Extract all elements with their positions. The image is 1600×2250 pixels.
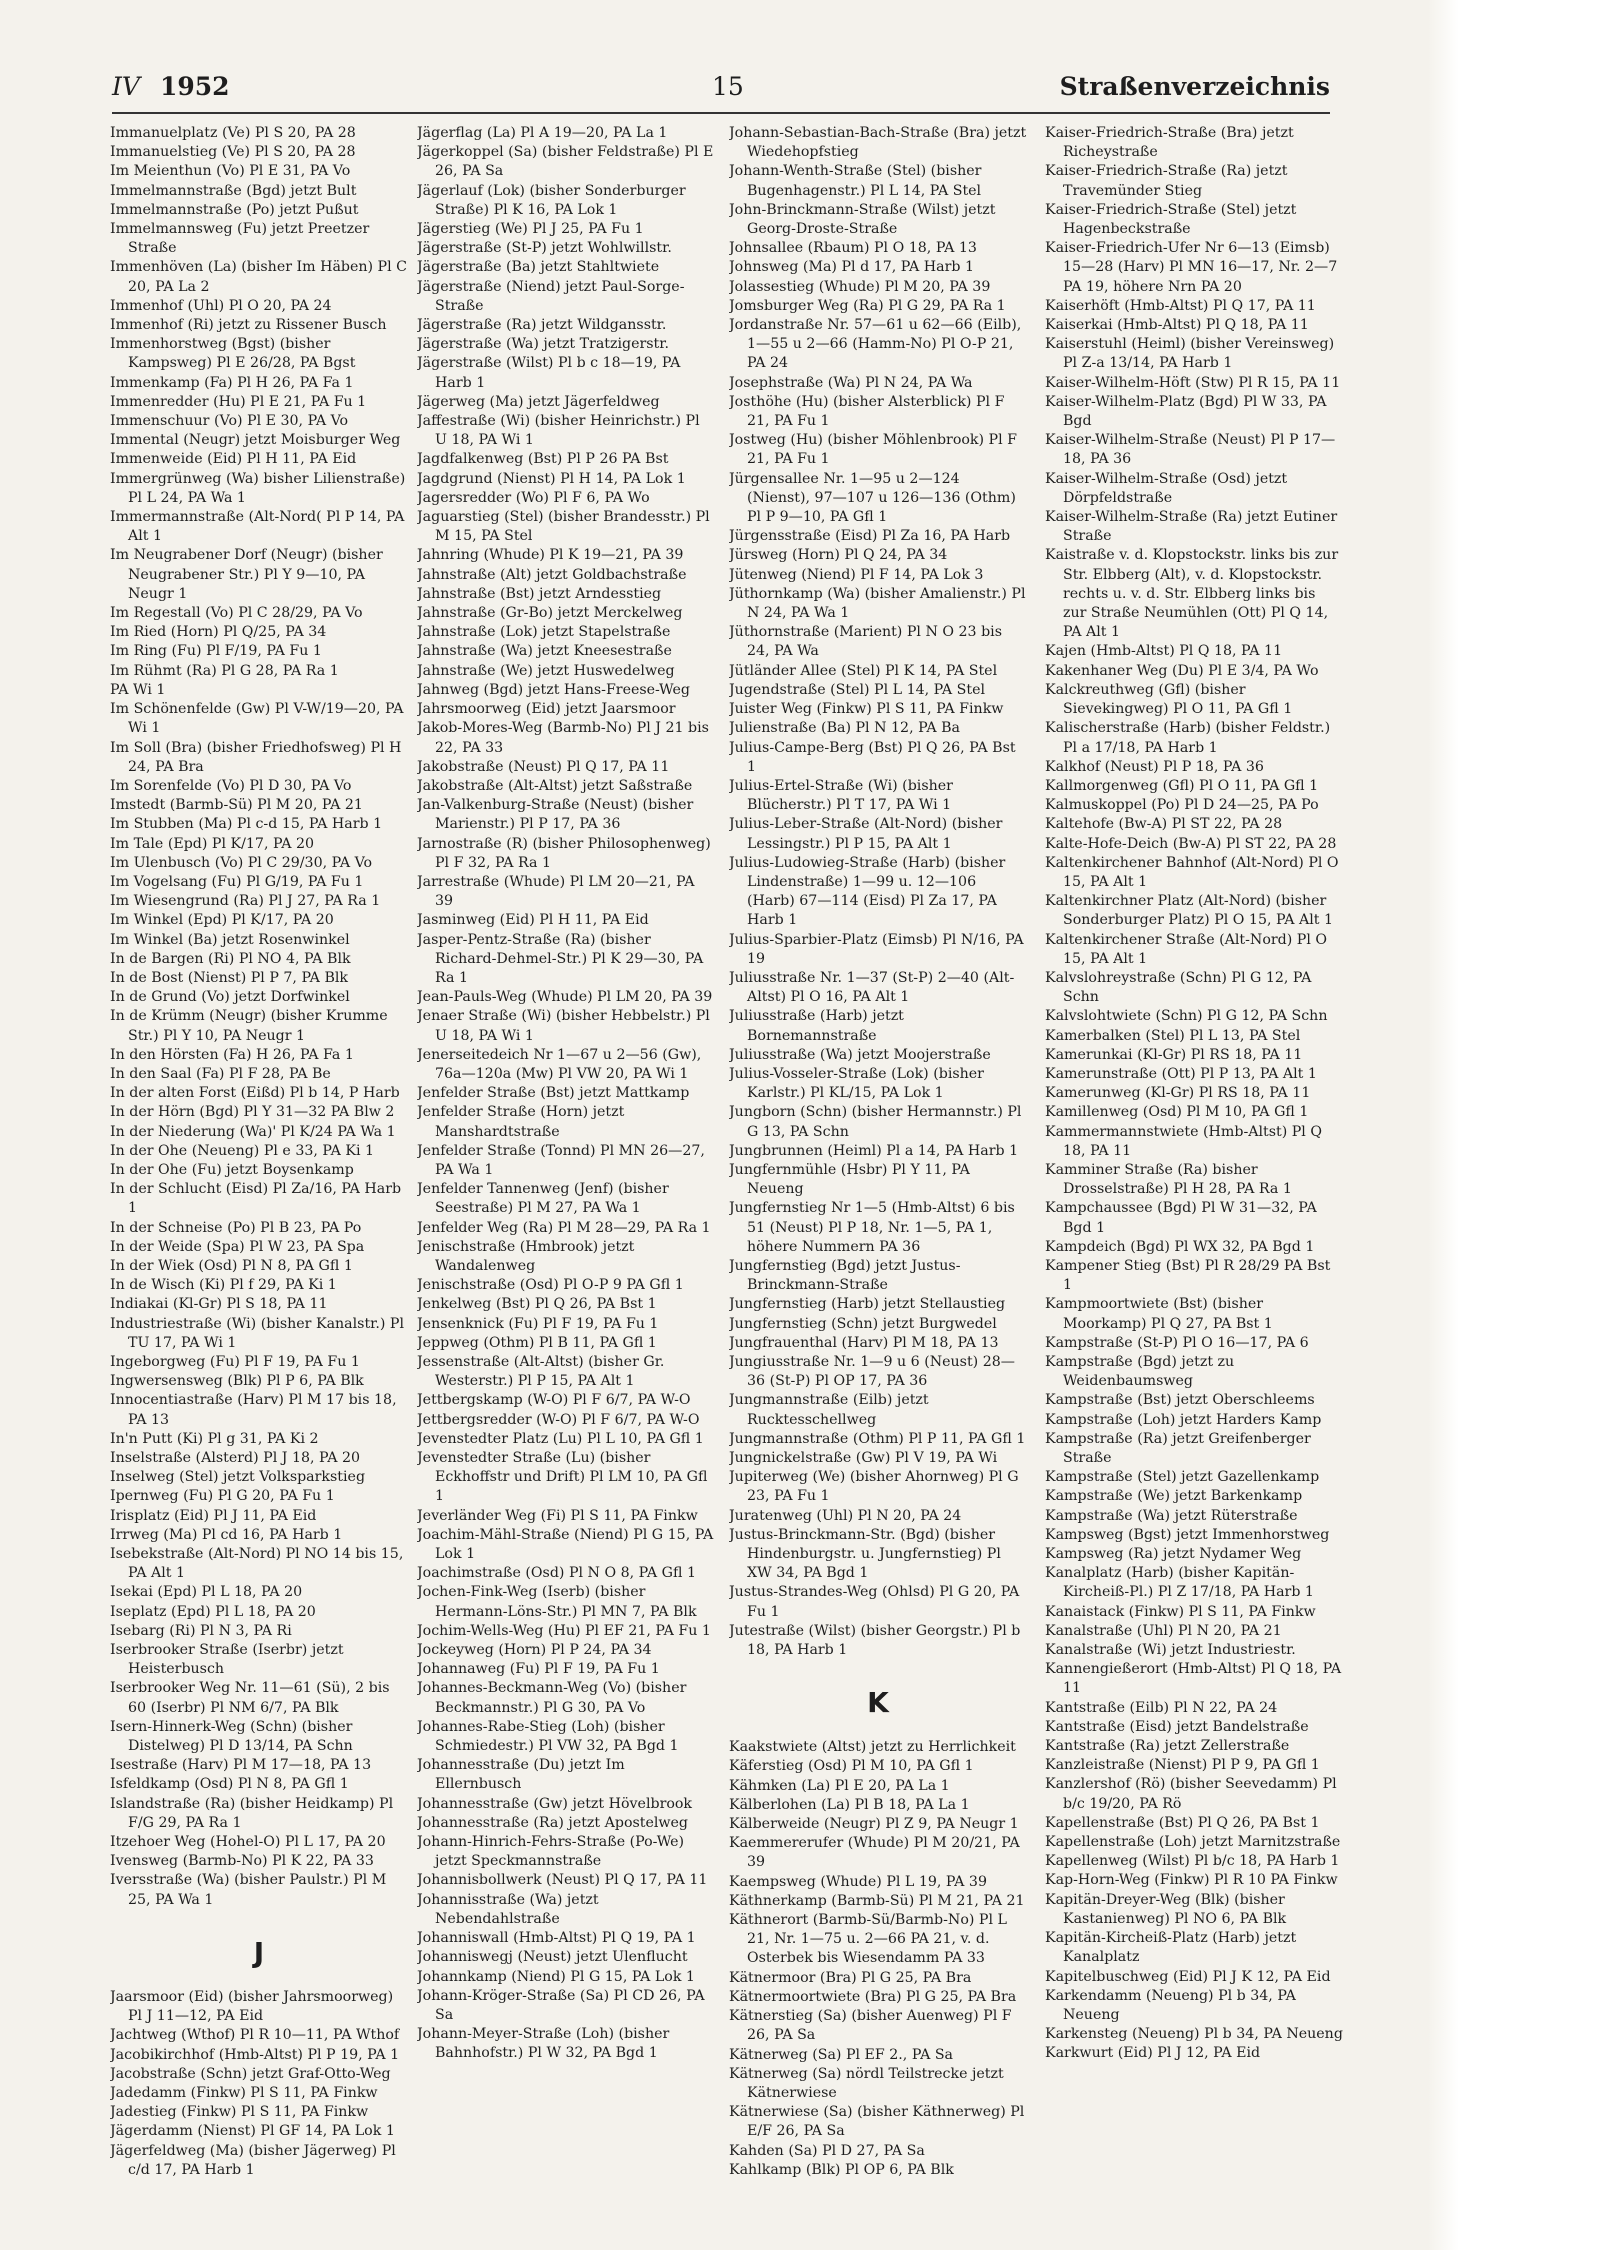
page-title: Straßenverzeichnis xyxy=(1059,72,1330,101)
street-entry: Jarnostraße (R) (bisher Philosophenweg) Pl F 32, PA Ra 1 xyxy=(417,835,711,871)
street-entry: Jägerstraße (Wa) jetzt Tratzigerstr. xyxy=(417,336,669,353)
street-entry: Kälberlohen (La) Pl B 18, PA La 1 xyxy=(729,1796,970,1813)
street-entry: Kamerunstraße (Ott) Pl P 13, PA Alt 1 xyxy=(1045,1065,1317,1082)
street-entry: Julius-Ludowieg-Straße (Harb) (bisher Lindenstraße) 1—99 u. 12—106 (Harb) 67—114 (Eisd) Pl Za 17, PA Harb 1 xyxy=(729,854,1006,929)
page-number: 15 xyxy=(712,72,744,101)
street-entry: Jeppweg (Othm) Pl B 11, PA Gfl 1 xyxy=(417,1334,657,1351)
street-entry: Jockeyweg (Horn) Pl P 24, PA 34 xyxy=(417,1642,652,1659)
street-entry: Jarrestraße (Whude) Pl LM 20—21, PA 39 xyxy=(417,873,695,910)
street-entry: Jungfernmühle (Hsbr) Pl Y 11, PA Neueng xyxy=(729,1161,970,1198)
street-entry: Kalckreuthweg (Gfl) (bisher Sievekingweg) Pl O 11, PA Gfl 1 xyxy=(1045,681,1293,718)
street-entry: Jenfelder Tannenweg (Jenf) (bisher Seestraße) Pl M 27, PA Wa 1 xyxy=(417,1181,669,1217)
street-entry: Jochen-Fink-Weg (Iserb) (bisher Hermann-Löns-Str.) Pl MN 7, PA Blk xyxy=(417,1584,697,1620)
street-entry: Im Ulenbusch (Vo) Pl C 29/30, PA Vo xyxy=(110,854,373,871)
street-entry: Jessenstraße (Alt-Altst) (bisher Gr. Westerstr.) Pl P 15, PA Alt 1 xyxy=(417,1354,665,1390)
header-roman: IV xyxy=(112,72,140,101)
street-entry: Johanniswegj (Neust) jetzt Ulenflucht xyxy=(417,1949,688,1966)
street-entry: PA Wi 1 xyxy=(110,681,166,698)
street-entry: Kajen (Hmb-Altst) Pl Q 18, PA 11 xyxy=(1045,643,1283,660)
street-entry: Kätnermoor (Bra) Pl G 25, PA Bra xyxy=(729,1969,972,1986)
street-entry: Kahlkamp (Blk) Pl OP 6, PA Blk xyxy=(729,2161,954,2178)
street-entry: Jungfernstieg (Harb) jetzt Stellaustieg xyxy=(729,1296,1006,1313)
street-entry: Jägerstraße (Ba) jetzt Stahltwiete xyxy=(417,259,660,276)
street-entry: Kanalstraße (Wi) jetzt Industriestr. xyxy=(1045,1642,1296,1659)
street-entry: Johann-Sebastian-Bach-Straße (Bra) jetzt Wiedehopfstieg xyxy=(729,125,1027,161)
street-entry: Kalkhof (Neust) Pl P 18, PA 36 xyxy=(1045,758,1264,775)
street-entry: Julius-Ertel-Straße (Wi) (bisher Blücherstr.) Pl T 17, PA Wi 1 xyxy=(729,777,953,814)
street-entry: Irisplatz (Eid) Pl J 11, PA Eid xyxy=(110,1507,317,1524)
street-entry: Kampstraße (Bgd) jetzt zu Weidenbaumsweg xyxy=(1045,1354,1235,1390)
street-entry: Immergrünweg (Wa) bisher Lilienstraße) Pl L 24, PA Wa 1 xyxy=(110,470,406,506)
street-entry: In de Grund (Vo) jetzt Dorfwinkel xyxy=(110,989,350,1006)
column-4 xyxy=(1045,124,1343,2204)
street-entry: Jenfelder Straße (Bst) jetzt Mattkamp xyxy=(417,1085,690,1102)
street-entry: Immelmannsweg (Fu) jetzt Preetzer Straße xyxy=(110,221,370,257)
street-entry: Isekai (Epd) Pl L 18, PA 20 xyxy=(110,1584,303,1601)
street-entry: Itzehoer Weg (Hohel-O) Pl L 17, PA 20 xyxy=(110,1834,386,1851)
street-entry: In der Weide (Spa) Pl W 23, PA Spa xyxy=(110,1238,365,1255)
column-3 xyxy=(729,124,1027,2204)
street-entry: Jakob-Mores-Weg (Barmb-No) Pl J 21 bis 22, PA 33 xyxy=(417,720,709,756)
street-entry: Juliusstraße (Wa) jetzt Moojerstraße xyxy=(729,1046,991,1063)
street-entry: Jenerseitedeich Nr 1—67 u 2—56 (Gw), 76a—120a (Mw) Pl VW 20, PA Wi 1 xyxy=(417,1046,702,1082)
street-entry: Johannisbollwerk (Neust) Pl Q 17, PA 11 xyxy=(417,1872,708,1889)
street-entry: Kampchaussee (Bgd) Pl W 31—32, PA Bgd 1 xyxy=(1045,1200,1317,1236)
street-entry: In'n Putt (Ki) Pl g 31, PA Ki 2 xyxy=(110,1430,319,1447)
street-entry: Juliusstraße (Harb) jetzt Bornemannstraße xyxy=(729,1008,904,1044)
street-entry: Johann-Wenth-Straße (Stel) (bisher Bugenhagenstr.) Pl L 14, PA Stel xyxy=(729,163,982,199)
street-entry: Im Soll (Bra) (bisher Friedhofsweg) Pl H 24, PA Bra xyxy=(110,739,402,775)
street-entry: Kanalplatz (Harb) (bisher Kapitän-Kircheiß-Pl.) Pl Z 17/18, PA Harb 1 xyxy=(1045,1565,1314,1601)
street-entry: Jostweg (Hu) (bisher Möhlenbrook) Pl F 21, PA Fu 1 xyxy=(729,432,1017,468)
street-entry: Jacobstraße (Schn) jetzt Graf-Otto-Weg xyxy=(110,2065,391,2082)
street-entry: Immenhorstweg (Bgst) (bisher Kampsweg) Pl E 26/28, PA Bgst xyxy=(110,336,356,372)
street-entry: Jagdfalkenweg (Bst) Pl P 26 PA Bst xyxy=(417,451,669,468)
street-entry: Innocentiastraße (Harv) Pl M 17 bis 18, PA 13 xyxy=(110,1392,397,1428)
street-entry: Ingeborgweg (Fu) Pl F 19, PA Fu 1 xyxy=(110,1354,360,1370)
street-entry: Johnsallee (Rbaum) Pl O 18, PA 13 xyxy=(729,240,977,257)
street-entry: Kamillenweg (Osd) Pl M 10, PA Gfl 1 xyxy=(1045,1104,1309,1121)
street-entry: Jürgensallee Nr. 1—95 u 2—124 (Nienst), 97—107 u 126—136 (Othm) Pl P 9—10, PA Gfl 1 xyxy=(729,470,1016,526)
street-entry: Kammermannstwiete (Hmb-Altst) Pl Q 18, PA 11 xyxy=(1045,1123,1322,1159)
street-entry: Kätnermoortwiete (Bra) Pl G 25, PA Bra xyxy=(729,1988,1017,2005)
column-1 xyxy=(110,124,408,2204)
street-entry: Kamerunweg (Kl-Gr) Pl RS 18, PA 11 xyxy=(1045,1085,1311,1102)
header-rule xyxy=(112,112,1330,114)
street-entry: Johann-Hinrich-Fehrs-Straße (Po-We) jetzt Speckmannstraße xyxy=(417,1834,685,1870)
street-entry: Jägerstraße (Wilst) Pl b c 18—19, PA Harb 1 xyxy=(417,355,681,391)
street-entry: In den Hörsten (Fa) H 26, PA Fa 1 xyxy=(110,1046,354,1063)
street-entry: Julius-Vosseler-Straße (Lok) (bisher Karlstr.) Pl KL/15, PA Lok 1 xyxy=(729,1065,984,1102)
street-entry: Jagersredder (Wo) Pl F 6, PA Wo xyxy=(417,489,650,506)
street-entry: Jenischstraße (Hmbrook) jetzt Wandalenweg xyxy=(417,1238,635,1274)
street-entry: Im Winkel (Epd) Pl K/17, PA 20 xyxy=(110,912,334,929)
street-entry: Islandstraße (Ra) (bisher Heidkamp) Pl F/G 29, PA Ra 1 xyxy=(110,1795,394,1831)
street-entry: Julius-Campe-Berg (Bst) Pl Q 26, PA Bst 1 xyxy=(729,739,1016,775)
street-entry: Kamminer Straße (Ra) bisher Drosselstraße) Pl H 28, PA Ra 1 xyxy=(1045,1161,1292,1198)
street-entry: Jutestraße (Wilst) (bisher Georgstr.) Pl b 18, PA Harb 1 xyxy=(729,1622,1021,1659)
street-entry: Kaakstwiete (Altst) jetzt zu Herrlichkeit xyxy=(729,1739,1016,1756)
street-entry: Jochim-Wells-Weg (Hu) Pl EF 21, PA Fu 1 xyxy=(417,1622,711,1639)
street-entry: Inselstraße (Alsterd) Pl J 18, PA 20 xyxy=(110,1450,361,1467)
street-entry: In de Bargen (Ri) Pl NO 4, PA Blk xyxy=(110,950,351,967)
street-entry: Jaffestraße (Wi) (bisher Heinrichstr.) Pl U 18, PA Wi 1 xyxy=(417,413,700,449)
street-entry: Jan-Valkenburg-Straße (Neust) (bisher Marienstr.) Pl P 17, PA 36 xyxy=(417,797,694,833)
street-entry: Juister Weg (Finkw) Pl S 11, PA Finkw xyxy=(729,701,1004,718)
street-entry: Immanuelstieg (Ve) Pl S 20, PA 28 xyxy=(110,144,356,161)
street-entry: Im Sorenfelde (Vo) Pl D 30, PA Vo xyxy=(110,777,352,794)
street-entry: Julius-Sparbier-Platz (Eimsb) Pl N/16, PA 19 xyxy=(729,931,1024,967)
street-entry: Kampstraße (Loh) jetzt Harders Kamp xyxy=(1045,1411,1322,1428)
street-entry: Jürgensstraße (Eisd) Pl Za 16, PA Harb xyxy=(729,528,1011,545)
street-entry: Jütländer Allee (Stel) Pl K 14, PA Stel xyxy=(729,662,998,679)
street-entry: Kätnerwiese (Sa) (bisher Käthnerweg) Pl E/F 26, PA Sa xyxy=(729,2104,1025,2140)
street-entry: Jahnstraße (We) jetzt Huswedelweg xyxy=(417,662,675,679)
street-entry: Ipernweg (Fu) Pl G 20, PA Fu 1 xyxy=(110,1488,335,1505)
street-entry: Juratenweg (Uhl) Pl N 20, PA 24 xyxy=(729,1507,962,1524)
street-entry: Kalte-Hofe-Deich (Bw-A) Pl ST 22, PA 28 xyxy=(1045,835,1337,852)
street-entry: Im Vogelsang (Fu) Pl G/19, PA Fu 1 xyxy=(110,873,364,890)
street-entry: Immanuelplatz (Ve) Pl S 20, PA 28 xyxy=(110,125,356,141)
street-entry: Kapellenstraße (Bst) Pl Q 26, PA Bst 1 xyxy=(1045,1814,1320,1831)
street-entry: Jägerstraße (St-P) jetzt Wohlwillstr. xyxy=(417,240,672,257)
street-entry: Johnsweg (Ma) Pl d 17, PA Harb 1 xyxy=(729,259,974,276)
street-entry: Jungfernstieg Nr 1—5 (Hmb-Altst) 6 bis 51 (Neust) Pl P 18, Nr. 1—5, PA 1, höhere Nummern PA 36 xyxy=(729,1200,1015,1255)
street-entry: Jagdgrund (Nienst) Pl H 14, PA Lok 1 xyxy=(417,470,686,487)
street-entry: Jägerfeldweg (Ma) (bisher Jägerweg) Pl c/d 17, PA Harb 1 xyxy=(110,2142,396,2178)
street-entry: Kampstraße (Ra) jetzt Greifenberger Straße xyxy=(1045,1430,1311,1467)
street-entry: Jupiterweg (We) (bisher Ahornweg) Pl G 23, PA Fu 1 xyxy=(729,1469,1019,1505)
street-entry: Jadedamm (Finkw) Pl S 11, PA Finkw xyxy=(110,2084,378,2101)
street-entry: Immenkamp (Fa) Pl H 26, PA Fa 1 xyxy=(110,374,354,391)
street-entry: Jadestieg (Finkw) Pl S 11, PA Finkw xyxy=(110,2104,369,2121)
street-entry: Jungfrauenthal (Harv) Pl M 18, PA 13 xyxy=(729,1334,999,1351)
street-entry: Jachtweg (Wthof) Pl R 10—11, PA Wthof xyxy=(110,2027,400,2044)
street-entry: Kaltenkirchener Bahnhof (Alt-Nord) Pl O 15, PA Alt 1 xyxy=(1045,854,1339,890)
street-entry: Imstedt (Barmb-Sü) Pl M 20, PA 21 xyxy=(110,797,363,814)
street-entry: Kakenhaner Weg (Du) Pl E 3/4, PA Wo xyxy=(1045,662,1319,679)
street-entry: Jungbrunnen (Heiml) Pl a 14, PA Harb 1 xyxy=(729,1142,1019,1159)
street-entry: Jahnstraße (Alt) jetzt Goldbachstraße xyxy=(417,566,687,583)
street-entry: Im Rühmt (Ra) Pl G 28, PA Ra 1 xyxy=(110,662,339,679)
street-entry: Johannesstraße (Gw) jetzt Hövelbrook xyxy=(417,1795,693,1812)
street-entry: Kantstraße (Eilb) Pl N 22, PA 24 xyxy=(1045,1699,1278,1716)
street-entry: Jägerkoppel (Sa) (bisher Feldstraße) Pl E 26, PA Sa xyxy=(417,144,714,180)
street-entry: Kaiser-Wilhelm-Straße (Ra) jetzt Eutiner Straße xyxy=(1045,509,1338,545)
street-entry: Ivensweg (Barmb-No) Pl K 22, PA 33 xyxy=(110,1853,374,1870)
street-entry: In den Saal (Fa) Pl F 28, PA Be xyxy=(110,1065,331,1082)
column-2 xyxy=(417,124,715,2204)
street-entry: Ingwersensweg (Blk) Pl P 6, PA Blk xyxy=(110,1373,364,1390)
street-entry: Jenkelweg (Bst) Pl Q 26, PA Bst 1 xyxy=(417,1296,657,1313)
street-entry: Immermannstraße (Alt-Nord( Pl P 14, PA Alt 1 xyxy=(110,509,405,545)
street-entry: Josephstraße (Wa) Pl N 24, PA Wa xyxy=(729,374,973,391)
street-entry: Kaltenkirchener Straße (Alt-Nord) Pl O 15, PA Alt 1 xyxy=(1045,931,1327,967)
street-entry: Kampstraße (We) jetzt Barkenkamp xyxy=(1045,1488,1303,1505)
street-entry: Im Regestall (Vo) Pl C 28/29, PA Vo xyxy=(110,605,363,622)
street-entry: Jägerstraße (Ra) jetzt Wildgansstr. xyxy=(417,317,667,334)
street-entry: Kaiserhöft (Hmb-Altst) Pl Q 17, PA 11 xyxy=(1045,297,1316,314)
street-entry: Jasminweg (Eid) Pl H 11, PA Eid xyxy=(417,912,649,929)
street-entry: Jahnstraße (Bst) jetzt Arndesstieg xyxy=(417,585,662,602)
street-entry: Kanalstraße (Uhl) Pl N 20, PA 21 xyxy=(1045,1622,1282,1639)
street-entry: In der Wiek (Osd) Pl N 8, PA Gfl 1 xyxy=(110,1257,353,1274)
street-entry: Immenhof (Uhl) Pl O 20, PA 24 xyxy=(110,297,332,314)
street-entry: Jahnstraße (Lok) jetzt Stapelstraße xyxy=(417,624,671,641)
street-entry: Jugendstraße (Stel) Pl L 14, PA Stel xyxy=(729,681,986,698)
street-entry: Jenfelder Straße (Horn) jetzt Manshardtstraße xyxy=(417,1104,625,1140)
street-entry: Kaiser-Friedrich-Straße (Stel) jetzt Hagenbeckstraße xyxy=(1045,201,1297,238)
street-entry: In der Niederung (Wa)' Pl K/24 PA Wa 1 xyxy=(110,1123,396,1140)
street-entry: Kaiser-Friedrich-Ufer Nr 6—13 (Eimsb) 15—28 (Harv) Pl MN 16—17, Nr. 2—7 PA 19, höhere Nrn PA 20 xyxy=(1045,240,1338,295)
street-entry: Jakobstraße (Neust) Pl Q 17, PA 11 xyxy=(417,758,670,775)
street-entry: Kapitän-Kircheiß-Platz (Harb) jetzt Kanalplatz xyxy=(1045,1930,1297,1966)
street-entry: Isebarg (Ri) Pl N 3, PA Ri xyxy=(110,1622,292,1639)
street-entry: Karkensteg (Neueng) Pl b 34, PA Neueng xyxy=(1045,2026,1343,2043)
page-margin xyxy=(1428,0,1600,2250)
street-entry: Kälberweide (Neugr) Pl Z 9, PA Neugr 1 xyxy=(729,1816,1019,1833)
street-entry: Kampdeich (Bgd) Pl WX 32, PA Bgd 1 xyxy=(1045,1238,1315,1255)
section-letter: J xyxy=(253,1935,265,1969)
street-entry: Kampstraße (Stel) jetzt Gazellenkamp xyxy=(1045,1469,1320,1486)
street-entry: In de Krümm (Neugr) (bisher Krumme Str.) Pl Y 10, PA Neugr 1 xyxy=(110,1008,388,1044)
street-entry: Immenschuur (Vo) Pl E 30, PA Vo xyxy=(110,413,349,430)
street-entry: Iserbrooker Weg Nr. 11—61 (Sü), 2 bis 60 (Iserbr) Pl NM 6/7, PA Blk xyxy=(110,1680,390,1716)
street-entry: Jägerweg (Ma) jetzt Jägerfeldweg xyxy=(417,393,660,410)
street-entry: Julienstraße (Ba) Pl N 12, PA Ba xyxy=(729,720,960,737)
street-entry: Jakobstraße (Alt-Altst) jetzt Saßstraße xyxy=(417,777,693,794)
street-entry: Immenredder (Hu) Pl E 21, PA Fu 1 xyxy=(110,393,367,410)
street-entry: Jägerflag (La) Pl A 19—20, PA La 1 xyxy=(417,125,668,141)
street-entry: Johannesstraße (Ra) jetzt Apostelweg xyxy=(417,1814,689,1831)
street-entry: Juliusstraße Nr. 1—37 (St-P) 2—40 (Alt-Altst) Pl O 16, PA Alt 1 xyxy=(729,969,1015,1006)
street-entry: Im Neugrabener Dorf (Neugr) (bisher Neugrabener Str.) Pl Y 9—10, PA Neugr 1 xyxy=(110,547,383,602)
street-entry: In de Bost (Nienst) Pl P 7, PA Blk xyxy=(110,969,348,986)
section-letter: K xyxy=(867,1686,889,1720)
street-entry: Jägerdamm (Nienst) Pl GF 14, PA Lok 1 xyxy=(110,2123,395,2140)
street-entry: In der Hörn (Bgd) Pl Y 31—32 PA Blw 2 xyxy=(110,1104,395,1121)
street-entry: Kanzlershof (Rö) (bisher Seevedamm) Pl b/c 19/20, PA Rö xyxy=(1045,1776,1337,1812)
street-entry: Jettbergsredder (W-O) Pl F 6/7, PA W-O xyxy=(417,1411,700,1428)
street-entry: Johanniswall (Hmb-Altst) Pl Q 19, PA 1 xyxy=(417,1930,696,1947)
street-entry: Im Stubben (Ma) Pl c-d 15, PA Harb 1 xyxy=(110,816,383,833)
street-entry: Jenaer Straße (Wi) (bisher Hebbelstr.) Pl U 18, PA Wi 1 xyxy=(417,1008,710,1044)
street-entry: Jungmannstraße (Othm) Pl P 11, PA Gfl 1 xyxy=(729,1430,1026,1447)
street-entry: Kalischerstraße (Harb) (bisher Feldstr.) Pl a 17/18, PA Harb 1 xyxy=(1045,720,1331,756)
street-entry: Jacobikirchhof (Hmb-Altst) Pl P 19, PA 1 xyxy=(110,2046,400,2063)
street-entry: In der alten Forst (Eißd) Pl b 14, P Harb xyxy=(110,1085,400,1102)
street-entry: Jaarsmoor (Eid) (bisher Jahrsmoorweg) Pl J 11—12, PA Eid xyxy=(110,1988,394,2025)
page-header xyxy=(112,70,1330,110)
street-entry: Kaiser-Wilhelm-Straße (Osd) jetzt Dörpfeldstraße xyxy=(1045,470,1288,506)
street-entry: Immenhof (Ri) jetzt zu Rissener Busch xyxy=(110,317,387,334)
street-entry: Jenfelder Weg (Ra) Pl M 28—29, PA Ra 1 xyxy=(417,1219,711,1236)
street-entry: Kätnerstieg (Sa) (bisher Auenweg) Pl F 26, PA Sa xyxy=(729,2008,1012,2044)
street-entry: Jungfernstieg (Schn) jetzt Burgwedel xyxy=(729,1315,997,1332)
street-entry: Käthnerkamp (Barmb-Sü) Pl M 21, PA 21 xyxy=(729,1892,1025,1909)
street-entry: Kapitän-Dreyer-Weg (Blk) (bisher Kastanienweg) Pl NO 6, PA Blk xyxy=(1045,1891,1287,1927)
street-entry: Immelmannstraße (Po) jetzt Pußut xyxy=(110,201,359,218)
street-entry: Jungborn (Schn) (bisher Hermannstr.) Pl G 13, PA Schn xyxy=(729,1104,1022,1140)
street-entry: Im Ried (Horn) Pl Q/25, PA 34 xyxy=(110,624,327,641)
street-entry: Im Meienthun (Vo) Pl E 31, PA Vo xyxy=(110,163,351,180)
street-entry: Isern-Hinnerk-Weg (Schn) (bisher Distelweg) Pl D 13/14, PA Schn xyxy=(110,1718,353,1755)
street-entry: Kalvslohtwiete (Schn) Pl G 12, PA Schn xyxy=(1045,1008,1328,1025)
street-entry: Käferstieg (Osd) Pl M 10, PA Gfl 1 xyxy=(729,1758,974,1775)
street-entry: Kaiser-Wilhelm-Platz (Bgd) Pl W 33, PA Bgd xyxy=(1045,393,1327,430)
street-entry: Jungiusstraße Nr. 1—9 u 6 (Neust) 28—36 (St-P) Pl OP 17, PA 36 xyxy=(729,1354,1015,1390)
street-entry: Kaiserkai (Hmb-Altst) Pl Q 18, PA 11 xyxy=(1045,317,1309,334)
street-entry: Kanzleistraße (Nienst) Pl P 9, PA Gfl 1 xyxy=(1045,1757,1320,1774)
street-entry: Kähmken (La) Pl E 20, PA La 1 xyxy=(729,1777,950,1794)
street-entry: Jungmannstraße (Eilb) jetzt Rucktesschellweg xyxy=(729,1392,929,1428)
street-entry: Jütenweg (Niend) Pl F 14, PA Lok 3 xyxy=(729,566,984,583)
street-entry: Jüthornstraße (Marient) Pl N O 23 bis 24, PA Wa xyxy=(729,624,1002,660)
street-entry: Kannengießerort (Hmb-Altst) Pl Q 18, PA 11 xyxy=(1045,1661,1342,1697)
street-entry: Kallmorgenweg (Gfl) Pl O 11, PA Gfl 1 xyxy=(1045,777,1319,794)
street-entry: Iseplatz (Epd) Pl L 18, PA 20 xyxy=(110,1603,316,1620)
street-entry: Kalvslohreystraße (Schn) Pl G 12, PA Schn xyxy=(1045,969,1312,1006)
street-entry: Jägerstraße (Niend) jetzt Paul-Sorge-Straße xyxy=(417,278,685,314)
street-entry: Jahrsmoorweg (Eid) jetzt Jaarsmoor xyxy=(417,701,676,718)
street-entry: Kampener Stieg (Bst) Pl R 28/29 PA Bst 1 xyxy=(1045,1257,1331,1294)
street-entry: Kapellenweg (Wilst) Pl b/c 18, PA Harb 1 xyxy=(1045,1853,1340,1870)
header-edition xyxy=(112,72,230,101)
street-entry: Kapellenstraße (Loh) jetzt Marnitzstraße xyxy=(1045,1834,1341,1851)
header-year: 1952 xyxy=(159,72,230,101)
street-entry: Jahnweg (Bgd) jetzt Hans-Freese-Weg xyxy=(417,681,690,698)
street-entry: Kamerunkai (Kl-Gr) Pl RS 18, PA 11 xyxy=(1045,1046,1303,1063)
street-entry: Johannkamp (Niend) Pl G 15, PA Lok 1 xyxy=(417,1968,695,1985)
street-entry: Iversstraße (Wa) (bisher Paulstr.) Pl M 25, PA Wa 1 xyxy=(110,1872,387,1908)
street-entry: Kampstraße (Wa) jetzt Rüterstraße xyxy=(1045,1507,1298,1524)
street-entry: Kaiser-Friedrich-Straße (Bra) jetzt Richeystraße xyxy=(1045,125,1294,161)
street-entry: Kaltenkirchner Platz (Alt-Nord) (bisher Sonderburger Platz) Pl O 15, PA Alt 1 xyxy=(1045,893,1334,929)
street-entry: Indiakai (Kl-Gr) Pl S 18, PA 11 xyxy=(110,1296,328,1313)
street-entry: Isestraße (Harv) Pl M 17—18, PA 13 xyxy=(110,1757,372,1774)
street-entry: Im Schönenfelde (Gw) Pl V-W/19—20, PA Wi 1 xyxy=(110,701,404,737)
street-entry: Johannaweg (Fu) Pl F 19, PA Fu 1 xyxy=(417,1661,660,1678)
street-entry: Kaiser-Wilhelm-Straße (Neust) Pl P 17—18, PA 36 xyxy=(1045,432,1336,468)
street-entry: Jürsweg (Horn) Pl Q 24, PA 34 xyxy=(729,547,948,564)
street-entry: Jeverländer Weg (Fi) Pl S 11, PA Finkw xyxy=(417,1507,698,1524)
street-entry: In der Ohe (Fu) jetzt Boysenkamp xyxy=(110,1161,354,1178)
street-entry: Justus-Brinckmann-Str. (Bgd) (bisher Hindenburgstr. u. Jungfernstieg) Pl XW 34, PA Bgd 1 xyxy=(729,1526,1001,1582)
street-entry: Kanaistack (Finkw) Pl S 11, PA Finkw xyxy=(1045,1603,1316,1620)
street-entry: Karkendamm (Neueng) Pl b 34, PA Neueng xyxy=(1045,1987,1296,2023)
street-entry: Kampsweg (Bgst) jetzt Immenhorstweg xyxy=(1045,1526,1330,1543)
street-entry: Kamerbalken (Stel) Pl L 13, PA Stel xyxy=(1045,1027,1301,1044)
street-entry: Industriestraße (Wi) (bisher Kanalstr.) Pl TU 17, PA Wi 1 xyxy=(110,1315,405,1351)
street-entry: Joachim-Mähl-Straße (Niend) Pl G 15, PA Lok 1 xyxy=(417,1526,714,1563)
street-entry: Josthöhe (Hu) (bisher Alsterblick) Pl F 21, PA Fu 1 xyxy=(729,393,1005,430)
street-entry: Jomsburger Weg (Ra) Pl G 29, PA Ra 1 xyxy=(729,297,1006,314)
street-entry: In de Wisch (Ki) Pl f 29, PA Ki 1 xyxy=(110,1277,337,1294)
street-entry: Jordanstraße Nr. 57—61 u 62—66 (Eilb), 1—55 u 2—66 (Hamm-No) Pl O-P 21, PA 24 xyxy=(729,317,1022,372)
street-entry: Immelmannstraße (Bgd) jetzt Bult xyxy=(110,182,357,199)
street-entry: Kapitelbuschweg (Eid) Pl J K 12, PA Eid xyxy=(1045,1968,1331,1985)
street-entry: Isfeldkamp (Osd) Pl N 8, PA Gfl 1 xyxy=(110,1776,349,1793)
street-entry: Jevenstedter Straße (Lu) (bisher Eckhoffstr und Drift) Pl LM 10, PA Gfl 1 xyxy=(417,1450,708,1505)
street-entry: Kampmoortwiete (Bst) (bisher Moorkamp) Pl Q 27, PA Bst 1 xyxy=(1045,1296,1273,1332)
street-entry: Kampsweg (Ra) jetzt Nydamer Weg xyxy=(1045,1546,1302,1563)
street-entry: Kaiserstuhl (Heiml) (bisher Vereinsweg) Pl Z-a 13/14, PA Harb 1 xyxy=(1045,336,1335,372)
street-entry: Jüthornkamp (Wa) (bisher Amalienstr.) Pl N 24, PA Wa 1 xyxy=(729,585,1026,622)
street-entry: Immenhöven (La) (bisher Im Häben) Pl C 20, PA La 2 xyxy=(110,259,408,295)
street-entry: Im Wiesengrund (Ra) Pl J 27, PA Ra 1 xyxy=(110,893,381,910)
street-entry: Jägerstieg (We) Pl J 25, PA Fu 1 xyxy=(417,221,644,238)
street-entry: Im Tale (Epd) Pl K/17, PA 20 xyxy=(110,835,315,852)
street-entry: Kahden (Sa) Pl D 27, PA Sa xyxy=(729,2142,925,2159)
street-entry: Iserbrooker Straße (Iserbr) jetzt Heisterbusch xyxy=(110,1642,344,1678)
street-entry: Jolassestieg (Whude) Pl M 20, PA 39 xyxy=(729,278,991,295)
street-entry: Kaempsweg (Whude) Pl L 19, PA 39 xyxy=(729,1873,987,1890)
street-entry: Jahnstraße (Wa) jetzt Kneesestraße xyxy=(417,643,672,660)
street-entry: Julius-Leber-Straße (Alt-Nord) (bisher Lessingstr.) Pl P 15, PA Alt 1 xyxy=(729,816,1003,852)
street-entry: Jettbergskamp (W-O) Pl F 6/7, PA W-O xyxy=(417,1392,691,1409)
street-entry: Johannes-Rabe-Stieg (Loh) (bisher Schmiedestr.) Pl VW 32, PA Bgd 1 xyxy=(417,1718,679,1755)
street-entry: Karkwurt (Eid) Pl J 12, PA Eid xyxy=(1045,2045,1261,2062)
street-entry: Jenischstraße (Osd) Pl O-P 9 PA Gfl 1 xyxy=(417,1277,684,1294)
street-entry: Kaiser-Friedrich-Straße (Ra) jetzt Travemünder Stieg xyxy=(1045,163,1288,199)
street-entry: Johannes-Beckmann-Weg (Vo) (bisher Beckmannstr.) Pl G 30, PA Vo xyxy=(417,1680,687,1716)
street-entry: Kampstraße (St-P) Pl O 16—17, PA 6 xyxy=(1045,1334,1309,1351)
street-entry: Johann-Kröger-Straße (Sa) Pl CD 26, PA Sa xyxy=(417,1987,705,2023)
street-entry: Kap-Horn-Weg (Finkw) Pl R 10 PA Finkw xyxy=(1045,1872,1338,1889)
street-entry: Immental (Neugr) jetzt Moisburger Weg xyxy=(110,432,401,449)
street-entry: Kaltehofe (Bw-A) Pl ST 22, PA 28 xyxy=(1045,816,1283,833)
street-entry: Jean-Pauls-Weg (Whude) Pl LM 20, PA 39 xyxy=(417,989,713,1006)
street-entry: Kalmuskoppel (Po) Pl D 24—25, PA Po xyxy=(1045,797,1319,814)
street-entry: Kätnerweg (Sa) nördl Teilstrecke jetzt Kätnerwiese xyxy=(729,2065,1004,2101)
street-entry: Immenweide (Eid) Pl H 11, PA Eid xyxy=(110,451,357,468)
street-entry: Jahnring (Whude) Pl K 19—21, PA 39 xyxy=(417,547,684,564)
street-entry: In der Ohe (Neueng) Pl e 33, PA Ki 1 xyxy=(110,1142,375,1159)
street-entry: Kaiser-Wilhelm-Höft (Stw) Pl R 15, PA 11 xyxy=(1045,374,1341,391)
street-entry: Kaistraße v. d. Klopstockstr. links bis zur Str. Elbberg (Alt), v. d. Klopstockstr. rechts u. v. d. Str. Elbberg links bis zur Straße Neumühlen (Ott) Pl Q 14, PA Alt 1 xyxy=(1045,547,1339,641)
street-entry: Im Ring (Fu) Pl F/19, PA Fu 1 xyxy=(110,643,322,660)
street-entry: Jahnstraße (Gr-Bo) jetzt Merckelweg xyxy=(417,605,683,622)
street-entry: Jevenstedter Platz (Lu) Pl L 10, PA Gfl 1 xyxy=(417,1430,704,1447)
street-entry: Kaemmererufer (Whude) Pl M 20/21, PA 39 xyxy=(729,1835,1020,1871)
street-entry: Jenfelder Straße (Tonnd) Pl MN 26—27, PA Wa 1 xyxy=(417,1142,705,1178)
street-entry: Jägerlauf (Lok) (bisher Sonderburger Straße) Pl K 16, PA Lok 1 xyxy=(417,182,686,218)
street-entry: Jensenknick (Fu) Pl F 19, PA Fu 1 xyxy=(417,1315,659,1332)
street-entry: Justus-Strandes-Weg (Ohlsd) Pl G 20, PA Fu 1 xyxy=(729,1584,1020,1620)
street-entry: Kantstraße (Eisd) jetzt Bandelstraße xyxy=(1045,1718,1309,1735)
street-entry: Jungnickelstraße (Gw) Pl V 19, PA Wi xyxy=(729,1450,998,1467)
street-entry: Inselweg (Stel) jetzt Volksparkstieg xyxy=(110,1469,366,1486)
street-entry: Käthnerort (Barmb-Sü/Barmb-No) Pl L 21, Nr. 1—75 u. 2—66 PA 21, v. d. Osterbek bis Wiesendamm PA 33 xyxy=(729,1912,1007,1967)
street-entry: Isebekstraße (Alt-Nord) Pl NO 14 bis 15, PA Alt 1 xyxy=(110,1546,404,1582)
street-entry: Im Winkel (Ba) jetzt Rosenwinkel xyxy=(110,931,350,948)
street-entry: Kätnerweg (Sa) Pl EF 2., PA Sa xyxy=(729,2046,953,2063)
street-entry: Johannesstraße (Du) jetzt Im Ellernbusch xyxy=(417,1757,625,1793)
street-entry: Kampstraße (Bst) jetzt Oberschleems xyxy=(1045,1392,1315,1409)
street-entry: Johann-Meyer-Straße (Loh) (bisher Bahnhofstr.) Pl W 32, PA Bgd 1 xyxy=(417,2026,670,2062)
street-entry: Kantstraße (Ra) jetzt Zellerstraße xyxy=(1045,1738,1290,1755)
street-entry: Jaguarstieg (Stel) (bisher Brandesstr.) Pl M 15, PA Stel xyxy=(417,509,710,545)
street-entry: In der Schlucht (Eisd) Pl Za/16, PA Harb 1 xyxy=(110,1181,402,1217)
street-entry: In der Schneise (Po) Pl B 23, PA Po xyxy=(110,1219,362,1236)
street-entry: Joachimstraße (Osd) Pl N O 8, PA Gfl 1 xyxy=(417,1565,696,1582)
street-entry: Irrweg (Ma) Pl cd 16, PA Harb 1 xyxy=(110,1526,343,1543)
street-entry: Johannisstraße (Wa) jetzt Nebendahlstraße xyxy=(417,1891,599,1927)
street-entry: John-Brinckmann-Straße (Wilst) jetzt Georg-Droste-Straße xyxy=(729,201,996,238)
street-entry: Jungfernstieg (Bgd) jetzt Justus-Brinckmann-Straße xyxy=(729,1257,961,1294)
street-entry: Jasper-Pentz-Straße (Ra) (bisher Richard-Dehmel-Str.) Pl K 29—30, PA Ra 1 xyxy=(417,931,704,986)
